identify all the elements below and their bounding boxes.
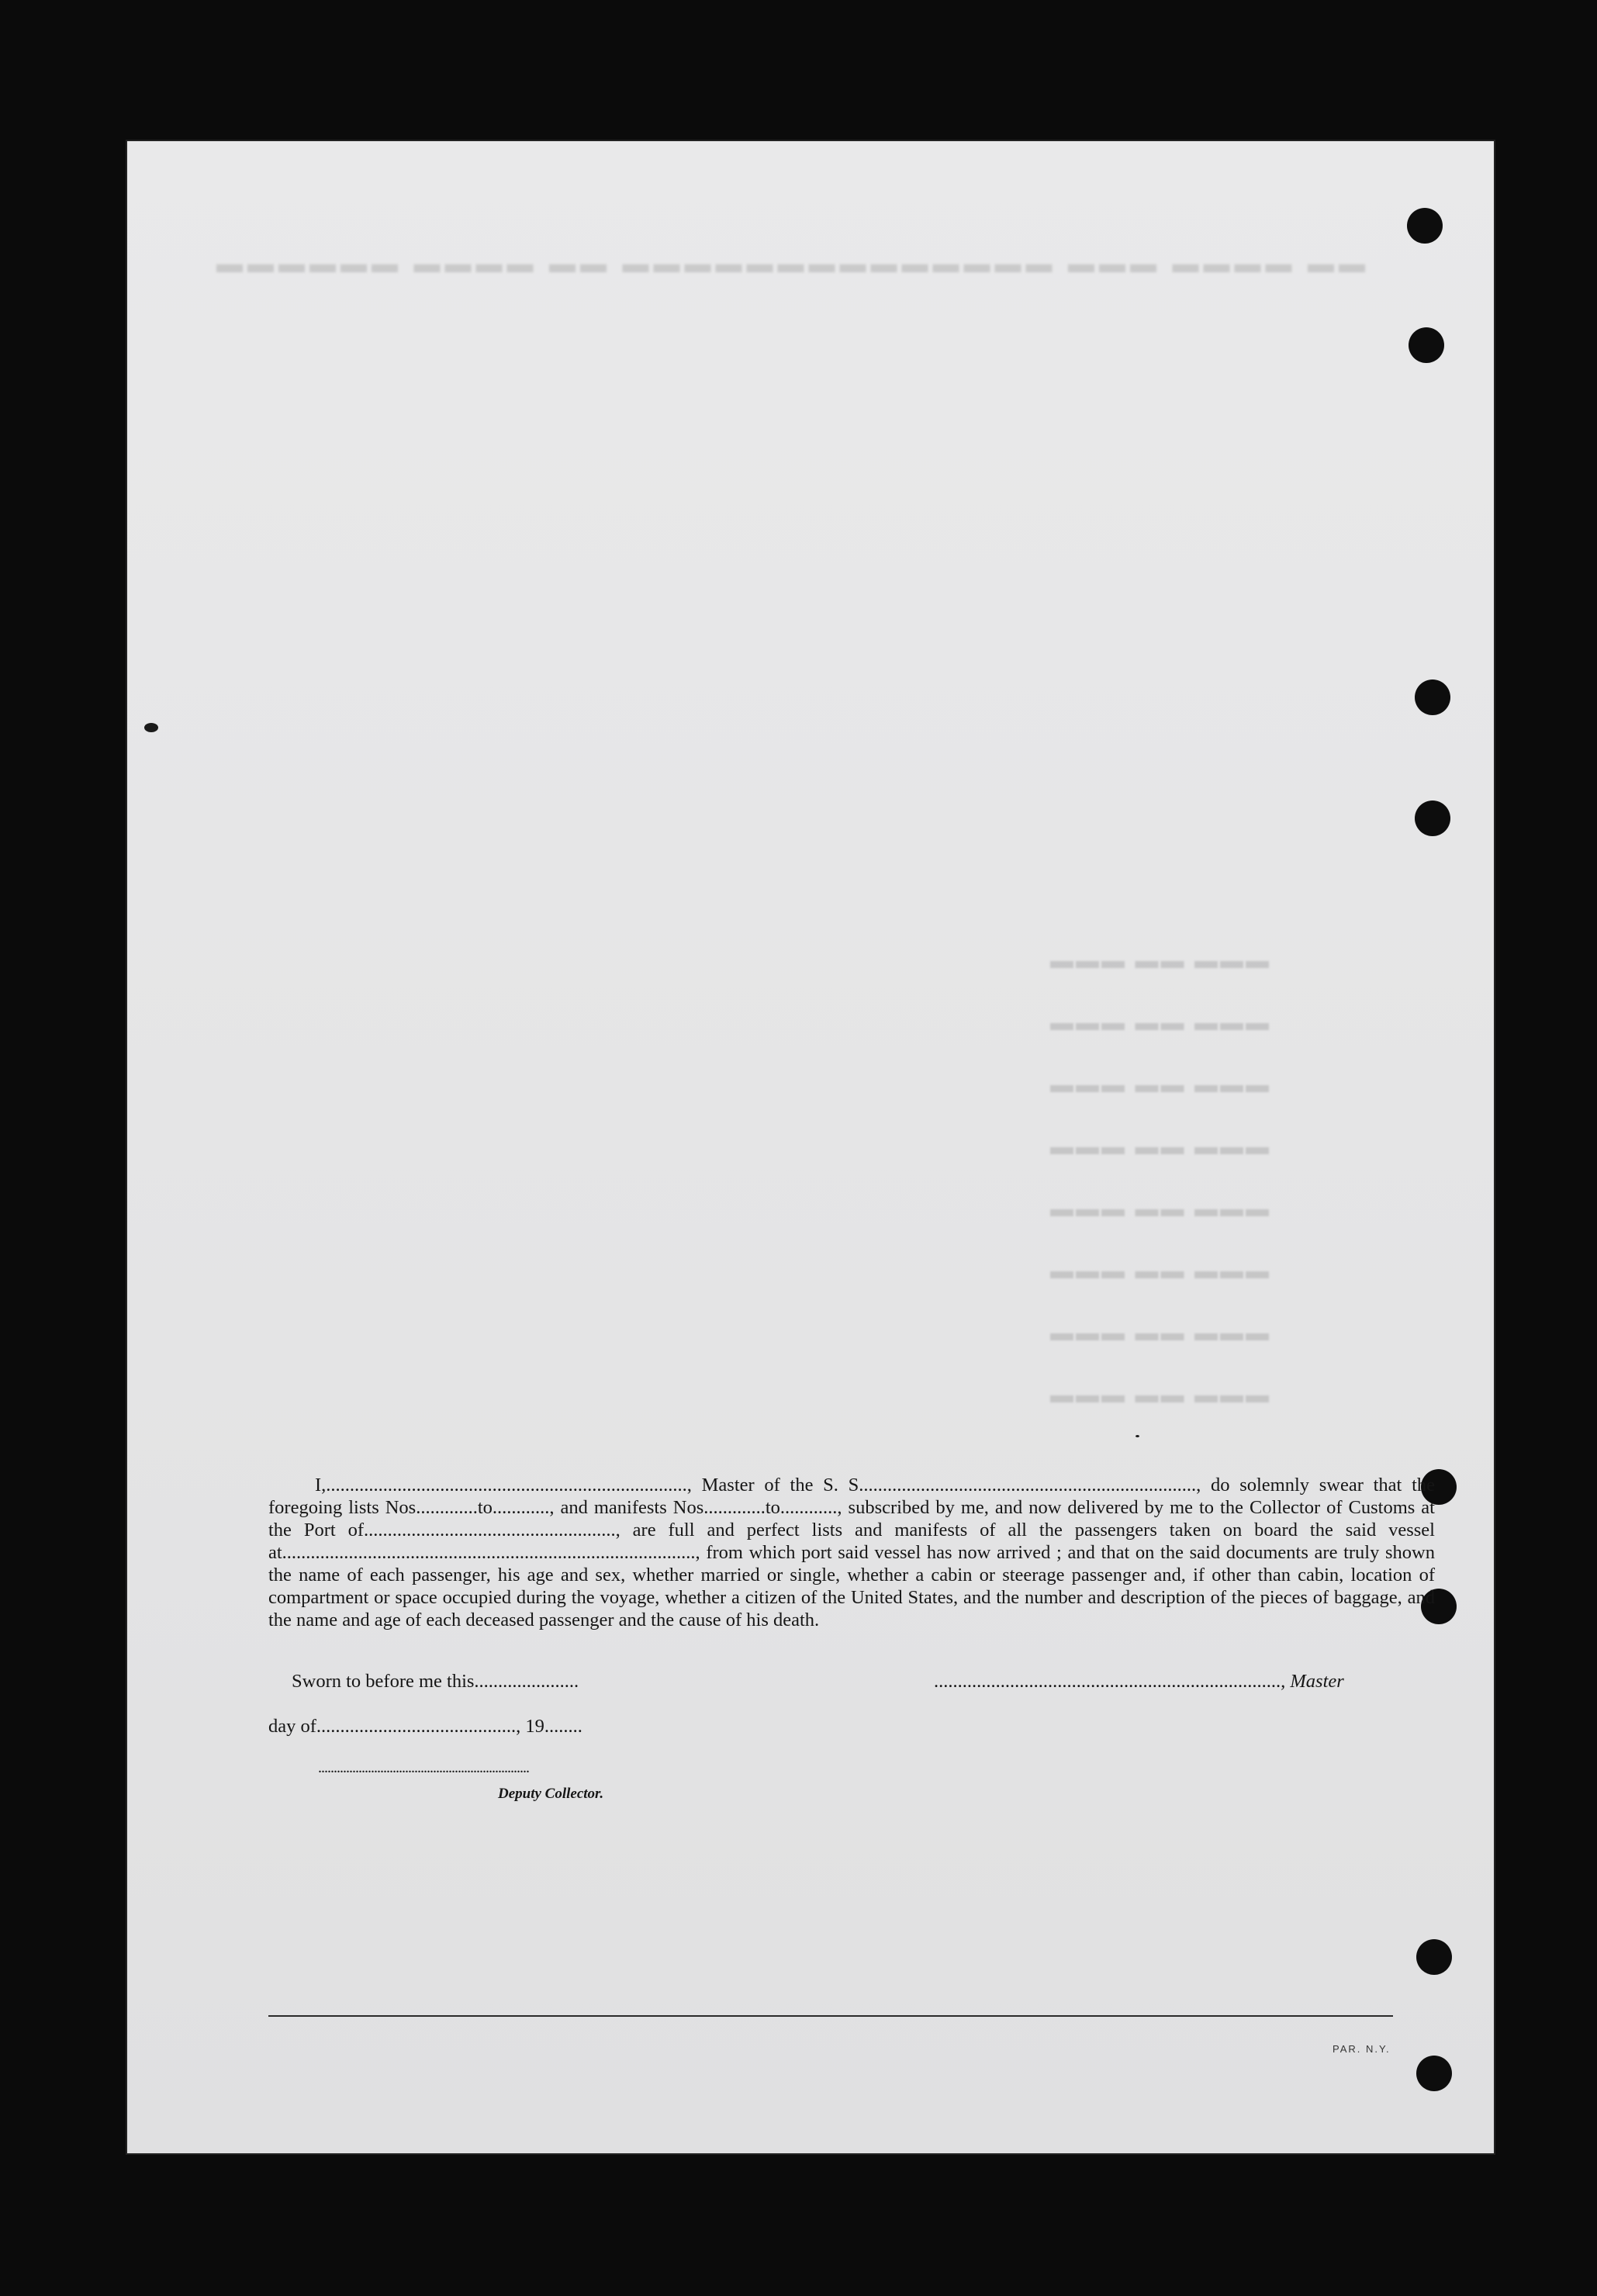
scan-speck xyxy=(1136,1435,1139,1437)
punch-hole xyxy=(1415,800,1450,836)
printer-mark: PAR. N.Y. xyxy=(1333,2043,1391,2055)
punch-hole xyxy=(1416,2056,1452,2091)
oath-text: I,............................................................................, Master of the S. S......................................................................., do solemnly swear that the foregoing lists Nos.............to............, and manifests Nos.............to............, subscribed by me, and now delivered by me to the Collector of Customs at the Port of....................................................., are full and perfect lists and manifests of all the passengers taken on board the said vessel at......................................................................................., from which port said vessel has now arrived ; and that on the said documents are truly shown the name of each passenger, his age and sex, whether married or single, whether a cabin or steerage passenger and, if other than cabin, location of compartment or space occupied during the voyage, whether a citizen of the United States, and the number and description of the pieces of baggage, and the name and age of each deceased passenger and the cause of his death. xyxy=(268,1475,1435,1630)
document-sheet xyxy=(127,141,1494,2153)
bleed-through-column: ▬▬▬ ▬▬ ▬▬▬ xyxy=(1050,1196,1271,1222)
punch-hole xyxy=(1409,327,1444,363)
punch-hole xyxy=(1407,208,1443,244)
bleed-through-column: ▬▬▬ ▬▬ ▬▬▬ xyxy=(1050,1134,1271,1160)
bleed-through-column: ▬▬▬ ▬▬ ▬▬▬ xyxy=(1050,1382,1271,1408)
punch-hole xyxy=(1416,1939,1452,1975)
bleed-through-column: ▬▬▬ ▬▬ ▬▬▬ xyxy=(1050,1010,1271,1036)
bleed-through-header: ▬▬▬▬▬▬ ▬▬▬▬ ▬▬ ▬▬▬▬▬▬▬▬▬▬▬▬▬▬ ▬▬▬ ▬▬▬▬ ▬▬ xyxy=(216,250,1370,278)
bleed-through-column: ▬▬▬ ▬▬ ▬▬▬ xyxy=(1050,1258,1271,1284)
bleed-through-column: ▬▬▬ ▬▬ ▬▬▬ xyxy=(1050,948,1271,973)
deputy-signature-line: .................................................................... xyxy=(318,1759,529,1776)
master-oath-paragraph xyxy=(268,1474,1435,1631)
deputy-collector-label: Deputy Collector. xyxy=(498,1786,604,1802)
bottom-rule xyxy=(268,2015,1393,2017)
punch-hole xyxy=(1415,679,1450,715)
master-signature-dots: ......................................................................... xyxy=(934,1671,1281,1692)
master-signature-label: , Master xyxy=(1281,1671,1344,1692)
bleed-through-column: ▬▬▬ ▬▬ ▬▬▬ xyxy=(1050,1320,1271,1346)
scan-speck xyxy=(144,723,158,732)
day-of-line: day of.........................................., 19........ xyxy=(268,1716,582,1737)
master-signature-line xyxy=(934,1671,1344,1693)
bleed-through-column: ▬▬▬ ▬▬ ▬▬▬ xyxy=(1050,1072,1271,1098)
sworn-line: Sworn to before me this...................... xyxy=(292,1671,579,1692)
